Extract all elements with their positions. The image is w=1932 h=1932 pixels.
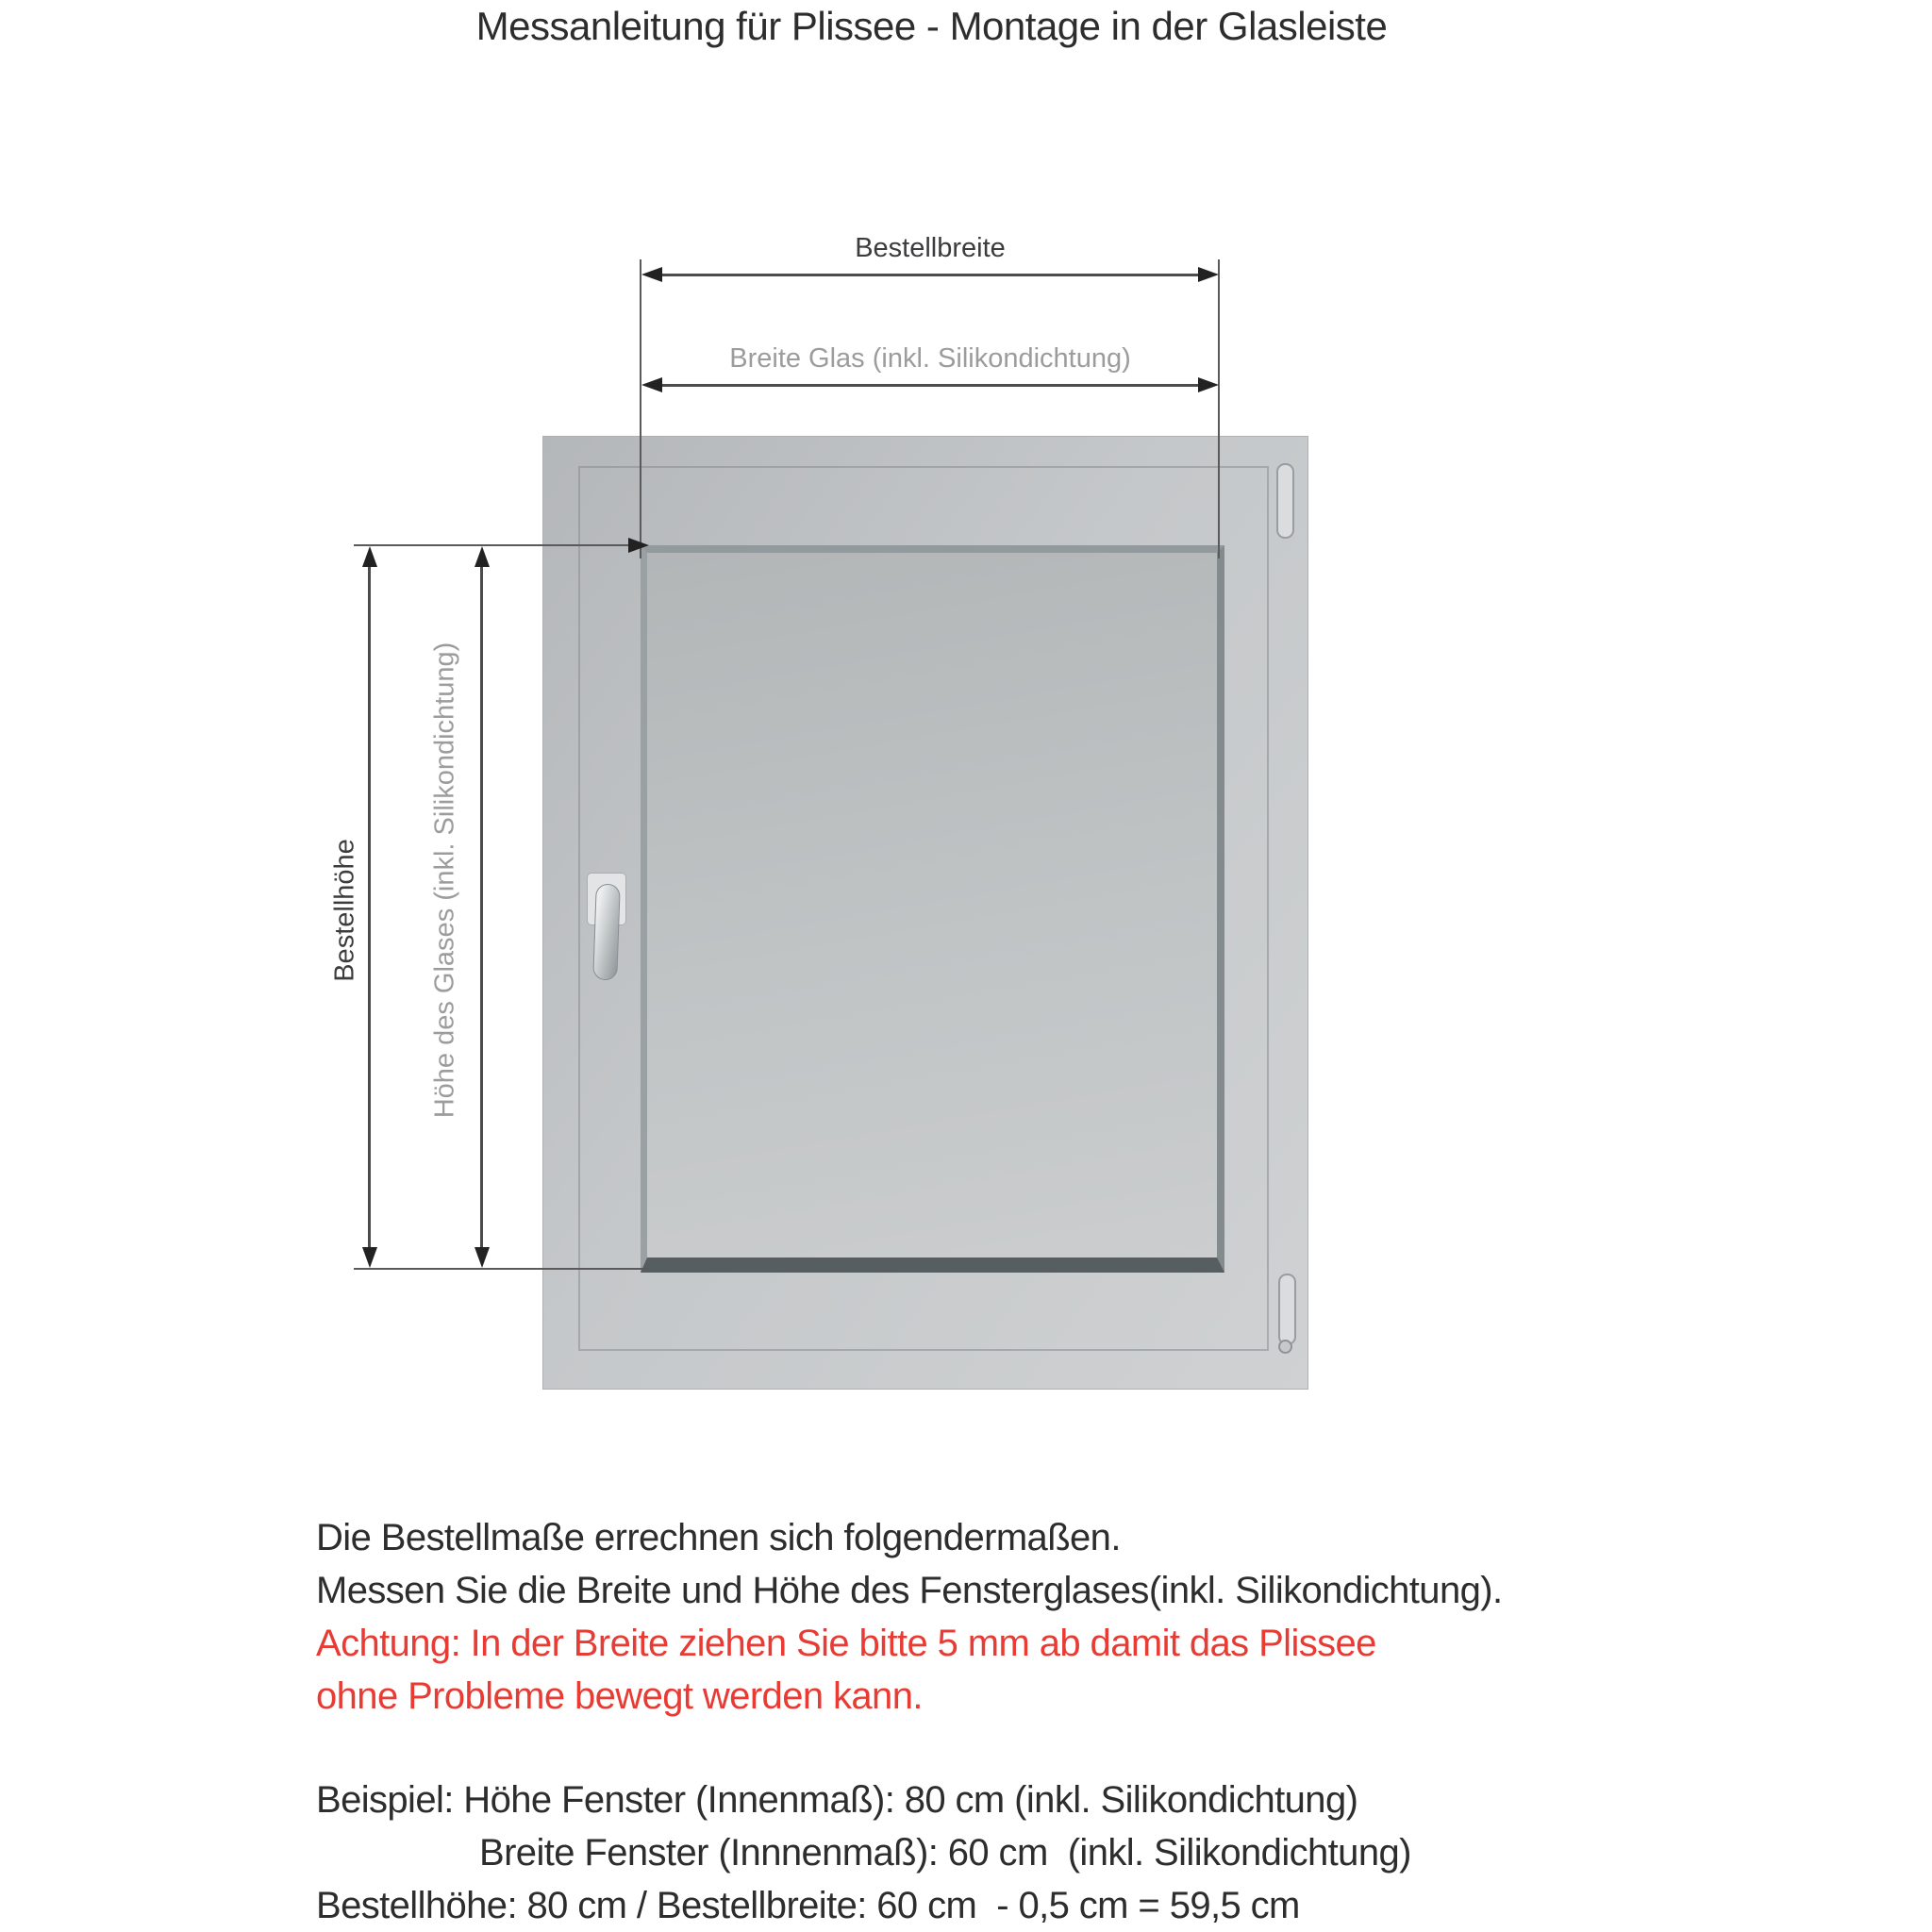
glass-width-dimension-line (657, 384, 1204, 387)
arrowhead-down-icon (362, 1247, 377, 1268)
example-line1: Beispiel: Höhe Fenster (Innenmaß): 80 cm (inkl. Silikondichtung) (316, 1779, 1358, 1821)
instruction-intro-line2: Messen Sie die Breite und Höhe des Fensterglases(inkl. Silikondichtung). (316, 1570, 1503, 1611)
glass-height-label: Höhe des Glases (inkl. Silikondichtung) (429, 641, 460, 1119)
example-line2: Breite Fenster (Innnenmaß): 60 cm (inkl. Silikondichtung) (479, 1832, 1411, 1874)
window-hinge-top (1276, 463, 1294, 539)
instruction-warning-line2: ohne Probleme bewegt werden kann. (316, 1675, 923, 1717)
arrowhead-up-icon (362, 546, 377, 567)
window-hinge-knob (1278, 1340, 1292, 1354)
arrowhead-down-icon (475, 1247, 490, 1268)
window-glass (641, 545, 1224, 1273)
instruction-warning-line1: Achtung: In der Breite ziehen Sie bitte 5 mm ab damit das Plissee (316, 1623, 1376, 1664)
order-height-label: Bestellhöhe (329, 839, 360, 982)
width-extension-line-right (1218, 259, 1220, 558)
arrowhead-right-icon (628, 538, 649, 553)
window-handle-lever (592, 884, 621, 981)
order-height-dimension-line (368, 564, 371, 1251)
width-extension-line-left (640, 259, 641, 558)
window-frame (542, 436, 1308, 1390)
arrowhead-left-icon (641, 377, 662, 392)
instruction-intro-line1: Die Bestellmaße errechnen sich folgendermaßen. (316, 1517, 1121, 1558)
arrowhead-left-icon (641, 267, 662, 282)
arrowhead-right-icon (1198, 377, 1219, 392)
glass-width-label: Breite Glas (inkl. Silikondichtung) (729, 343, 1131, 374)
height-extension-line-bottom (354, 1268, 649, 1270)
window-hinge-bottom (1278, 1274, 1296, 1345)
arrowhead-up-icon (475, 546, 490, 567)
order-width-dimension-line (657, 274, 1204, 276)
order-width-label: Bestellbreite (855, 233, 1006, 263)
glass-height-dimension-line (480, 564, 483, 1251)
page-title: Messanleitung für Plissee - Montage in der Glasleiste (475, 4, 1388, 48)
example-line3: Bestellhöhe: 80 cm / Bestellbreite: 60 cm - 0,5 cm = 59,5 cm (316, 1885, 1300, 1926)
arrowhead-right-icon (1198, 267, 1219, 282)
height-extension-line-top (354, 544, 630, 546)
